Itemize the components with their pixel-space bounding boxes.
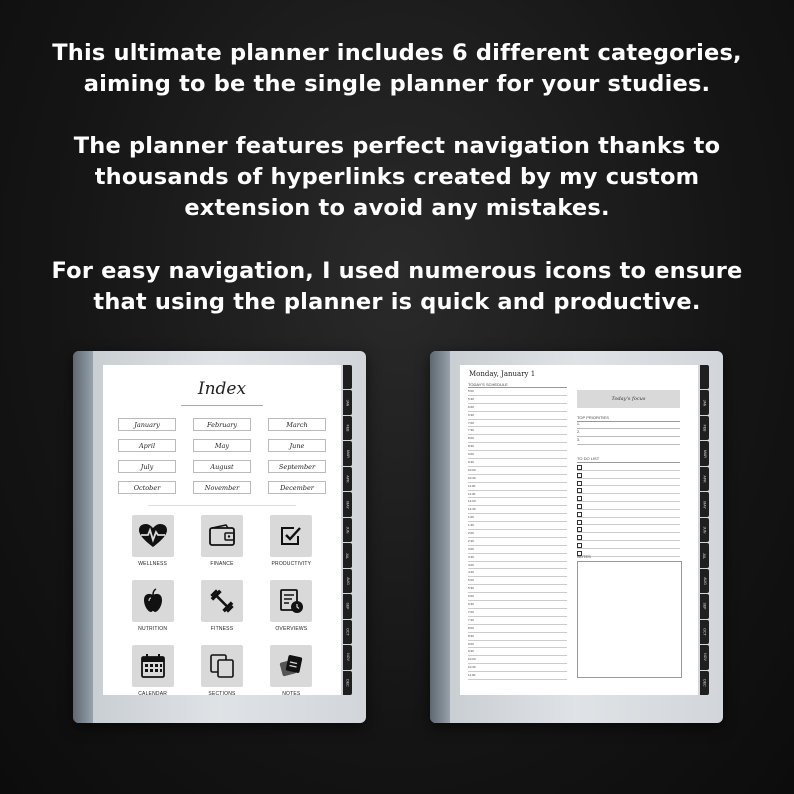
wallet-icon xyxy=(201,515,243,557)
checkbox-icon[interactable] xyxy=(577,520,582,525)
tab-label: AUG xyxy=(345,577,350,585)
headline-line: that using the planner is quick and productive. xyxy=(93,289,701,315)
schedule-slot[interactable] xyxy=(468,467,567,475)
month-button[interactable]: July xyxy=(118,460,176,473)
schedule-slot[interactable] xyxy=(468,491,567,499)
month-button[interactable]: June xyxy=(268,439,326,452)
tab-aug[interactable] xyxy=(700,569,709,593)
schedule-slot[interactable] xyxy=(468,404,567,412)
tab-label: APR xyxy=(345,475,350,483)
checkbox-icon[interactable] xyxy=(577,512,582,517)
tab-label: JUL xyxy=(345,552,350,559)
month-button[interactable]: October xyxy=(118,481,176,494)
schedule-slot[interactable] xyxy=(468,435,567,443)
category-sections[interactable] xyxy=(187,645,256,695)
slot-time: 8:30 xyxy=(468,444,474,449)
tab-label: DEC xyxy=(345,679,350,687)
headline-paragraph-2 xyxy=(0,131,794,224)
slot-time: 9:00 xyxy=(468,452,474,457)
schedule-slot[interactable] xyxy=(468,396,567,404)
checkbox-icon[interactable] xyxy=(577,473,582,478)
schedule-slot[interactable] xyxy=(468,601,567,609)
schedule-slot[interactable] xyxy=(468,483,567,491)
tab-label: APR xyxy=(702,475,707,483)
category-label: OVERVIEWS xyxy=(275,626,308,632)
headline-line: thousands of hyperlinks created by my custom xyxy=(94,164,700,190)
focus-box[interactable]: Today's focus xyxy=(577,390,680,408)
slot-time: 5:30 xyxy=(468,586,474,591)
slot-time: 11:30 xyxy=(468,491,476,496)
slot-time: 2:30 xyxy=(468,538,474,543)
slot-time: 3:30 xyxy=(468,554,474,559)
tab-apr[interactable] xyxy=(700,467,709,491)
apple-icon xyxy=(132,580,174,622)
todo-item[interactable] xyxy=(577,549,680,557)
todo-item[interactable] xyxy=(577,486,680,494)
todo-heading: TO DO LIST xyxy=(577,456,600,461)
slot-time: 1:00 xyxy=(468,515,474,520)
month-grid xyxy=(118,418,326,494)
slot-time: 6:30 xyxy=(468,412,474,417)
section-divider xyxy=(148,505,296,506)
tab-label: SEP xyxy=(702,602,707,610)
tab-nov[interactable] xyxy=(700,645,709,669)
tab-sep[interactable] xyxy=(343,594,352,618)
schedule-slot[interactable] xyxy=(468,451,567,459)
slot-time: 3:00 xyxy=(468,546,474,551)
category-label: PRODUCTIVITY xyxy=(271,561,312,567)
category-label: SECTIONS xyxy=(208,691,236,695)
tab-jan[interactable] xyxy=(700,390,709,414)
schedule-slot[interactable] xyxy=(468,633,567,641)
calendar-icon xyxy=(132,645,174,687)
schedule-slot[interactable] xyxy=(468,420,567,428)
tab-sep[interactable] xyxy=(700,594,709,618)
slot-time: 12:30 xyxy=(468,507,476,512)
month-button[interactable]: January xyxy=(118,418,176,431)
slot-time: 4:30 xyxy=(468,570,474,575)
schedule-slot[interactable] xyxy=(468,593,567,601)
month-button[interactable]: April xyxy=(118,439,176,452)
todo-item[interactable] xyxy=(577,541,680,549)
checkbox-icon xyxy=(270,515,312,557)
schedule-slot[interactable] xyxy=(468,506,567,514)
tab-apr[interactable] xyxy=(343,467,352,491)
schedule-slot[interactable] xyxy=(468,522,567,530)
schedule-list xyxy=(468,388,567,680)
category-fitness[interactable] xyxy=(187,580,256,632)
tab-jun[interactable] xyxy=(700,518,709,542)
todo-item[interactable] xyxy=(577,518,680,526)
headline-line: The planner features perfect navigation thanks to xyxy=(73,133,721,159)
device-spine xyxy=(73,351,93,723)
slot-time: 10:00 xyxy=(468,467,476,472)
schedule-slot[interactable] xyxy=(468,585,567,593)
schedule-slot[interactable] xyxy=(468,412,567,420)
schedule-slot[interactable] xyxy=(468,554,567,562)
checkbox-icon[interactable] xyxy=(577,543,582,548)
month-button[interactable]: November xyxy=(193,481,251,494)
slot-time: 8:00 xyxy=(468,436,474,441)
tab-label: FEB xyxy=(702,424,707,432)
tab-jul[interactable] xyxy=(343,543,352,567)
slot-time: 6:00 xyxy=(468,404,474,409)
category-label: NOTES xyxy=(282,691,301,695)
schedule-slot[interactable] xyxy=(468,459,567,467)
priorities-heading: TOP PRIORITIES xyxy=(577,415,609,420)
month-button[interactable]: September xyxy=(268,460,326,473)
notes-heading: NOTES xyxy=(577,554,591,559)
schedule-slot[interactable] xyxy=(468,514,567,522)
category-finance[interactable] xyxy=(187,515,256,567)
document-clock-icon xyxy=(270,580,312,622)
schedule-slot[interactable] xyxy=(468,443,567,451)
tab-label: AUG xyxy=(702,577,707,585)
slot-time: 4:00 xyxy=(468,562,474,567)
schedule-slot[interactable] xyxy=(468,546,567,554)
tab-label: FEB xyxy=(345,424,350,432)
category-wellness[interactable] xyxy=(118,515,187,567)
category-label: NUTRITION xyxy=(138,626,168,632)
tab-dec[interactable] xyxy=(343,671,352,695)
tab-mar[interactable] xyxy=(700,441,709,465)
todo-item[interactable] xyxy=(577,471,680,479)
schedule-heading: TODAY'S SCHEDULE xyxy=(468,382,508,387)
category-notes[interactable] xyxy=(257,645,326,695)
month-button[interactable]: August xyxy=(193,460,251,473)
category-nutrition[interactable] xyxy=(118,580,187,632)
slot-time: 9:00 xyxy=(468,641,474,646)
schedule-slot[interactable] xyxy=(468,475,567,483)
tab-label: MAY xyxy=(702,500,707,509)
category-productivity[interactable] xyxy=(257,515,326,567)
month-tabs xyxy=(343,365,352,695)
schedule-slot[interactable] xyxy=(468,569,567,577)
schedule-slot[interactable] xyxy=(468,648,567,656)
slot-time: 5:30 xyxy=(468,396,474,401)
tab-feb[interactable] xyxy=(700,416,709,440)
daily-page xyxy=(460,365,698,695)
checkbox-icon[interactable] xyxy=(577,481,582,486)
tab-aug[interactable] xyxy=(343,569,352,593)
heart-pulse-icon xyxy=(132,515,174,557)
priority-line[interactable]: 3. xyxy=(577,438,680,445)
tab-label: NOV xyxy=(345,653,350,662)
tab-label: MAY xyxy=(345,500,350,509)
slot-time: 7:30 xyxy=(468,617,474,622)
tab-label: JAN xyxy=(702,399,707,407)
slot-time: 9:30 xyxy=(468,460,474,465)
slot-time: 8:00 xyxy=(468,625,474,630)
schedule-slot[interactable] xyxy=(468,530,567,538)
slot-time: 5:00 xyxy=(468,389,474,393)
todo-item[interactable] xyxy=(577,510,680,518)
headline-line: extension to avoid any mistakes. xyxy=(184,195,610,221)
month-button[interactable]: December xyxy=(268,481,326,494)
checkbox-icon[interactable] xyxy=(577,535,582,540)
tab-label: NOV xyxy=(702,653,707,662)
month-button[interactable]: May xyxy=(193,439,251,452)
headline-line: This ultimate planner includes 6 different categories, xyxy=(52,40,742,66)
schedule-slot[interactable] xyxy=(468,656,567,664)
note-icon xyxy=(270,645,312,687)
tab-label: OCT xyxy=(702,628,707,636)
schedule-slot[interactable] xyxy=(468,562,567,570)
tab-oct[interactable] xyxy=(700,620,709,644)
tab-label: JAN xyxy=(345,399,350,407)
schedule-slot[interactable] xyxy=(468,641,567,649)
tab-oct[interactable] xyxy=(343,620,352,644)
device-spine xyxy=(430,351,450,723)
month-button[interactable]: March xyxy=(268,418,326,431)
category-calendar[interactable] xyxy=(118,645,187,695)
tab-label: SEP xyxy=(345,602,350,610)
tab-dec[interactable] xyxy=(700,671,709,695)
todo-item[interactable] xyxy=(577,463,680,471)
month-button[interactable]: February xyxy=(193,418,251,431)
tab-nov[interactable] xyxy=(343,645,352,669)
title-divider xyxy=(181,405,263,406)
schedule-slot[interactable] xyxy=(468,625,567,633)
schedule-slot[interactable] xyxy=(468,617,567,625)
priority-line[interactable]: 1. xyxy=(577,422,680,429)
todo-item[interactable] xyxy=(577,502,680,510)
index-page xyxy=(103,365,341,695)
checkbox-icon[interactable] xyxy=(577,488,582,493)
tablet-device-index xyxy=(73,351,366,723)
slot-time: 7:30 xyxy=(468,428,474,433)
schedule-slot[interactable] xyxy=(468,388,567,396)
checkbox-icon[interactable] xyxy=(577,465,582,470)
tab-label: DEC xyxy=(702,679,707,687)
tab-may[interactable] xyxy=(700,492,709,516)
slot-time: 12:00 xyxy=(468,499,476,504)
slot-time: 9:30 xyxy=(468,649,474,654)
headline-paragraph-3 xyxy=(0,256,794,318)
tab-label: JUN xyxy=(702,526,707,534)
slot-time: 6:30 xyxy=(468,602,474,607)
priority-line[interactable]: 2. xyxy=(577,430,680,437)
tab-jan[interactable] xyxy=(343,390,352,414)
tab-mar[interactable] xyxy=(343,441,352,465)
schedule-slot[interactable] xyxy=(468,672,567,680)
notes-box[interactable] xyxy=(577,561,682,678)
tablet-device-daily xyxy=(430,351,723,723)
tab-label: MAR xyxy=(345,449,350,458)
headline-paragraph-1 xyxy=(0,38,794,100)
tab-label: JUN xyxy=(345,526,350,534)
slot-time: 10:30 xyxy=(468,475,476,480)
schedule-slot[interactable] xyxy=(468,609,567,617)
headline-line: aiming to be the single planner for your studies. xyxy=(83,71,711,97)
tab-may[interactable] xyxy=(343,492,352,516)
tab-feb[interactable] xyxy=(343,416,352,440)
page-title: Index xyxy=(197,379,247,399)
tab-jun[interactable] xyxy=(343,518,352,542)
todo-item[interactable] xyxy=(577,533,680,541)
headline-line: For easy navigation, I used numerous icons to ensure xyxy=(51,258,743,284)
todo-item[interactable] xyxy=(577,479,680,487)
slot-time: 5:00 xyxy=(468,578,474,583)
tab-label: JUL xyxy=(702,552,707,559)
checkbox-icon[interactable] xyxy=(577,504,582,509)
category-label: WELLNESS xyxy=(138,561,168,567)
month-tabs xyxy=(700,365,709,695)
day-title: Monday, January 1 xyxy=(469,370,536,378)
slot-time: 7:00 xyxy=(468,420,474,425)
tab-blank[interactable] xyxy=(343,365,352,389)
schedule-slot[interactable] xyxy=(468,538,567,546)
schedule-slot[interactable] xyxy=(468,427,567,435)
tab-blank[interactable] xyxy=(700,365,709,389)
category-label: CALENDAR xyxy=(138,691,168,695)
category-label: FINANCE xyxy=(210,561,234,567)
slot-time: 2:00 xyxy=(468,531,474,536)
schedule-slot[interactable] xyxy=(468,498,567,506)
slot-time: 10:00 xyxy=(468,657,476,662)
slot-time: 7:00 xyxy=(468,609,474,614)
slot-time: 6:00 xyxy=(468,594,474,599)
tab-label: OCT xyxy=(345,628,350,636)
todo-item[interactable] xyxy=(577,494,680,502)
slot-time: 1:30 xyxy=(468,523,474,528)
tab-label: MAR xyxy=(702,449,707,458)
schedule-slot[interactable] xyxy=(468,577,567,585)
checkbox-icon[interactable] xyxy=(577,496,582,501)
slot-time: 11:00 xyxy=(468,483,476,488)
dumbbell-icon xyxy=(201,580,243,622)
category-overviews[interactable] xyxy=(257,580,326,632)
tab-jul[interactable] xyxy=(700,543,709,567)
schedule-slot[interactable] xyxy=(468,664,567,672)
category-grid xyxy=(118,515,326,695)
checkbox-icon[interactable] xyxy=(577,527,582,532)
slot-time: 8:30 xyxy=(468,633,474,638)
todo-item[interactable] xyxy=(577,525,680,533)
slot-time: 10:30 xyxy=(468,665,476,670)
slot-time: 11:00 xyxy=(468,673,476,678)
stacked-pages-icon xyxy=(201,645,243,687)
category-label: FITNESS xyxy=(210,626,234,632)
